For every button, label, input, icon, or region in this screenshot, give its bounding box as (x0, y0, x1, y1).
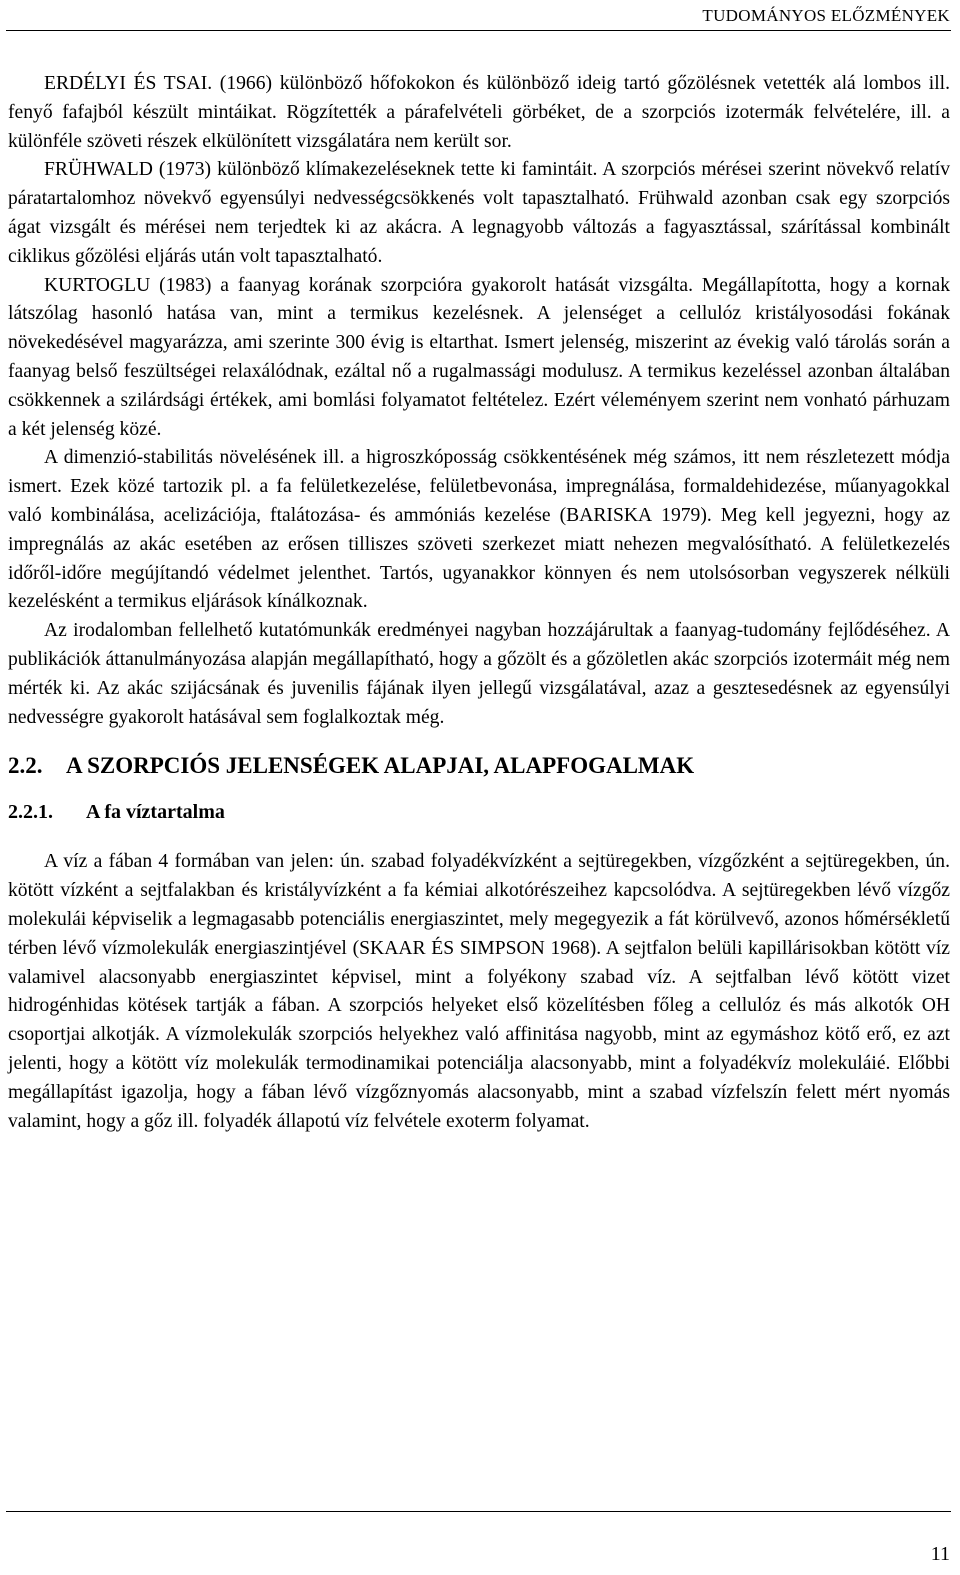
paragraph-dimension-stability (8, 444, 950, 617)
paragraph-text: (1983) a faanyag korának szorpcióra gyakorolt hatását vizsgálta. Megállapította, hogy a kornak látszólag hasonló hatása van, mint a termikus kezelésnek. A jelenséget a cellulóz kristályosodási fokának növekedésével magyarázza, ami szerinte 300 évig is eltarthat. Ismert jelenség, miszerint az évekig való tárolás során a faanyag belső feszültségei relaxálódnak, ezáltal nő a rugalmassági modulusz. A termikus kezeléssel azonban általában csökkennek a szilárdsági értékek, ami bomlási folyamatot feltételez. Ezért véleményem szerint nem vonható párhuzam a két jelenség közé. (8, 274, 950, 440)
paragraph-text: A víz a fában 4 formában van jelen: ún. szabad folyadékvízként a sejtüregekben, vízgőzként a sejtüregekben, ún. kötött vízként a sejtfalakban és kristályvízként a fa kémiai alkotórészeihez kapcsolódva. A sejtüregekben lévő vízgőz molekulái képviselik a legmagasabb potenciális energiaszintet, mely megegyezik a fát körülvevő, azonos hőmérsékletű térben lévő vízmolekulák energiaszintjével ( (8, 851, 950, 959)
author-citation: BARISKA (566, 504, 653, 526)
paragraph-text: 1979). Meg kell jegyezni, hogy az impregnálás az akác esetében az erősen tilliszes szöveti szerkezet miatt nehezen megvalósítható. A felületkezelés időről-időre megújítandó védelmet jelenthet. Tartós, ugyanakkor könnyen és nem utolsósorban vegyszerek nélküli kezelésként a termikus eljárások kínálkoznak. (8, 504, 950, 613)
author-citation: FRÜHWALD (44, 159, 153, 181)
author-citation: KURTOGLU (44, 274, 151, 296)
document-body (8, 70, 950, 1136)
paragraph-text: (1966) különböző hőfokokon és különböző ideig tartó gőzölésnek vetették alá lombos ill. fenyő fafajból készült mintáikat. Rögzítették a párafelvételi görbéket, de a szorpciós izotermák felvételére, ill. a különféle szöveti részek elkülönített vizsgálatára nem került sor. (8, 73, 950, 152)
running-header: TUDOMÁNYOS ELŐZMÉNYEK (702, 6, 950, 25)
author-citation: ERDÉLYI ÉS TSAI. (44, 73, 213, 94)
section-title: A SZORPCIÓS JELENSÉGEK ALAPJAI, ALAPFOGALMAK (66, 753, 695, 779)
paragraph-text: 1968). A sejtfalon belüli kapillárisokban kötött víz valamivel alacsonyabb energiaszintet képvisel, mint a folyékony szabad víz. A sejtfalban lévő kötött vizet hidrogénhidas kötések tartják a fában. A szorpciós helyeket első közelítésben főleg a cellulóz és más alkotók OH csoportjai alkotják. A vízmolekulák szorpciós helyekhez való affinitása nagyobb, mint az egymáshoz kötő erő, ez azt jelenti, hogy a kötött víz molekulák termodinamikai potenciálja alacsonyabb, mint a folyadékvíz molekuláié. Előbbi megállapítást igazolja, hogy a fában lévő vízgőznyomás alacsonyabb, mint a szabad vízfelszín felett mért nyomás valamint, hogy a gőz ill. folyadék állapotú víz felvétele exoterm folyamat. (8, 937, 950, 1132)
paragraph-erdelyi (8, 70, 950, 156)
section-heading (8, 752, 950, 780)
paragraph-text: Az irodalomban fellelhető kutatómunkák eredményei nagyban hozzájárultak a faanyag-tudomány fejlődéséhez. A publikációk áttanulmányozása alapján megállapítható, hogy a gőzölt és a gőzöletlen akác szorpciós izotermáit még nem mérték ki. Az akác szijácsának és juvenilis fájának ilyen jellegű vizsgálatával, azaz a gesztesedésnek az egyensúlyi nedvességre gyakorolt hatásával sem foglalkoztak még. (8, 620, 950, 728)
subsection-title: A fa víztartalma (86, 801, 225, 824)
subsection-heading (8, 798, 950, 826)
paragraph-literature-summary (8, 617, 950, 732)
footer-divider (6, 1511, 951, 1512)
paragraph-water-content (8, 848, 950, 1136)
paragraph-fruhwald (8, 156, 950, 271)
paragraph-text: A dimenzió-stabilitás növelésének ill. a higroszkóposság csökkentésének még számos, itt nem részletezett módja ismert. Ezek közé tartozik pl. a fa felületkezelése, felületbevonása, impregnálása, formaldehidezése, műanyagokkal való kombinálása, acelizációja, ftalátozása- és ammóniás kezelése ( (8, 447, 950, 526)
subsection-number: 2.2.1. (8, 801, 53, 824)
section-number: 2.2. (8, 753, 43, 779)
author-citation: SKAAR ÉS SIMPSON (359, 937, 545, 959)
header-divider (6, 30, 951, 31)
page-number: 11 (930, 1543, 950, 1565)
paragraph-text: (1973) különböző klímakezeléseknek tette ki famintáit. A szorpciós mérései szerint növekvő relatív páratartalomhoz növekvő egyensúlyi nedvességcsökkenés volt tapasztalható. Frühwald azonban csak egy szorpciós ágat vizsgált és mérései nem terjedtek ki az akácra. A legnagyobb változás a fagyasztással, szárítással kombinált ciklikus gőzölési eljárás után volt tapasztalható. (8, 159, 950, 267)
paragraph-kurtoglu (8, 272, 950, 445)
